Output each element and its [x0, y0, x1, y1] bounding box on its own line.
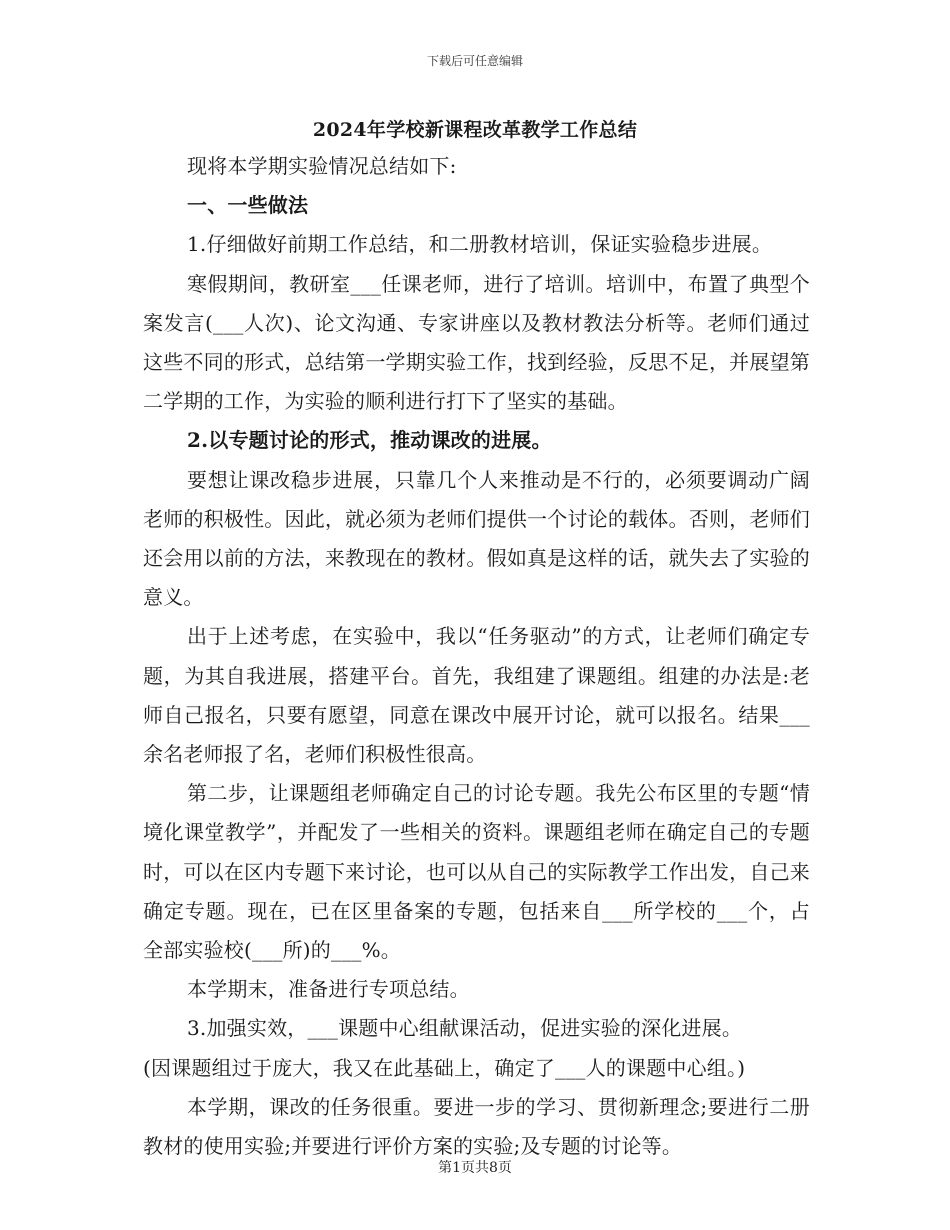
paragraph: 3.加强实效，___课题中心组献课活动，促进实验的深化进展。: [187, 1016, 743, 1041]
document-title: 2024年学校新课程改革教学工作总结: [312, 119, 638, 141]
page-header: 下载后可任意编辑: [426, 54, 523, 68]
paragraph: 1.仔细做好前期工作总结，和二册教材培训，保证实验稳步进展。: [187, 232, 773, 257]
paragraph: 第二步，让课题组老师确定自己的讨论专题。我先公布区里的专题“情境化课堂教学”，并配发了一些相关的资料。课题组老师在确定自己的专题时，可以在区内专题下来讨论，也可以从自己的实际教学工作出发，自己来确定专题。现在，已在区里备案的专题，包括来自___所学校的___个，占全部实验校(___所)的___%。: [143, 781, 810, 963]
page-footer: 第1页共8页: [438, 1160, 512, 1176]
section-heading: 2.以专题讨论的形式，推动课改的进展。: [187, 428, 552, 453]
paragraph: 本学期，课改的任务很重。要进一步的学习、贯彻新理念;要进行二册教材的使用实验;并要进行评价方案的实验;及专题的讨论等。: [143, 1094, 810, 1159]
paragraph: 现将本学期实验情况总结如下:: [187, 154, 457, 178]
paragraph: 出于上述考虑，在实验中，我以“任务驱动”的方式，让老师们确定专题，为其自我进展，搭建平台。首先，我组建了课题组。组建的办法是:老师自己报名，只要有愿望，同意在课改中展开讨论，就可以报名。结果___余名老师报了名，老师们积极性很高。: [143, 624, 810, 767]
paragraph: (因课题组过于庞大，我又在此基础上，确定了___人的课题中心组。): [143, 1055, 746, 1080]
paragraph: 要想让课改稳步进展，只靠几个人来推动是不行的，必须要调动广阔老师的积极性。因此，就必须为老师们提供一个讨论的载体。否则，老师们还会用以前的方法，来教现在的教材。假如真是这样的话，就失去了实验的意义。: [143, 467, 810, 610]
section-heading: 一、一些做法: [187, 193, 309, 218]
paragraph: 寒假期间，教研室___任课老师，进行了培训。培训中，布置了典型个案发言(___人次)、论文沟通、专家讲座以及教材教法分析等。老师们通过这些不同的形式，总结第一学期实验工作，找到经验，反思不足，并展望第二学期的工作，为实验的顺利进行打下了坚实的基础。: [143, 271, 810, 414]
document-body: [143, 147, 810, 1166]
paragraph: 本学期末，准备进行专项总结。: [187, 977, 470, 1002]
